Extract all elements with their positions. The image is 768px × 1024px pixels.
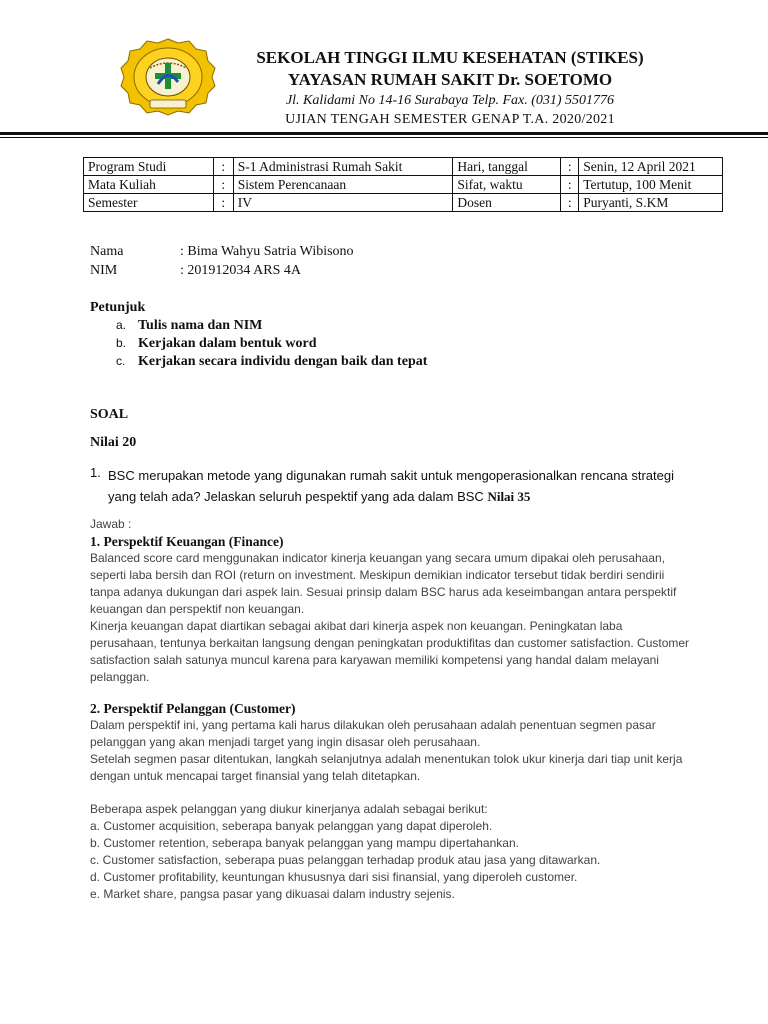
questions-title: SOAL — [90, 407, 129, 422]
stikes-logo — [120, 38, 216, 116]
list-item: d. Customer profitability, keuntungan khususnya dari sisi finansial, yang diperoleh customer. — [90, 870, 578, 884]
program-studi-value: S-1 Administrasi Rumah Sakit — [233, 158, 453, 176]
student-nim-row — [90, 263, 301, 279]
answer-block — [90, 516, 690, 686]
answer-label: Jawab : — [90, 517, 132, 531]
exam-title: UJIAN TENGAH SEMESTER GENAP T.A. 2020/2021 — [285, 112, 615, 127]
colon: : — [213, 194, 233, 212]
table-row — [84, 176, 723, 194]
list-item — [116, 354, 427, 370]
colon: : — [561, 158, 579, 176]
section-heading: 1. Perspektif Keuangan (Finance) — [90, 534, 284, 549]
paragraph: Setelah segmen pasar ditentukan, langkah selanjutnya adalah menentukan tolok ukur kinerja dari tiap unit kerja dengan untuk mencapai target finansial yang telah ditetapkan. — [90, 752, 683, 783]
semester-label: Semester — [84, 194, 214, 212]
header-divider-thin — [0, 137, 768, 138]
list-item: e. Market share, pangsa pasar yang dikuasai dalam industry sejenis. — [90, 887, 455, 901]
foundation-name: YAYASAN RUMAH SAKIT Dr. SOETOMO — [287, 70, 613, 89]
hari-tanggal-label: Hari, tanggal — [453, 158, 561, 176]
mata-kuliah-value: Sistem Perencanaan — [233, 176, 453, 194]
exam-info-table — [83, 157, 723, 212]
table-row — [84, 194, 723, 212]
paragraph: Balanced score card menggunakan indicator kinerja keuangan yang secara umum dipakai oleh perusahaan, seperti laba bersih dan ROI (return on investment. Meskipun demikian indicator tersebut tidak berdiri sendirii tanpa adanya dukungan dari aspek lain. Sesuai prinsip dalam BSC harus ada keseimbangan antara perspektif keuangan dan perspektif non keuangan. — [90, 551, 677, 616]
name-label: Nama — [90, 244, 124, 259]
dosen-value: Puryanti, S.KM — [579, 194, 723, 212]
sifat-waktu-value: Tertutup, 100 Menit — [579, 176, 723, 194]
student-name-row — [90, 244, 354, 260]
colon: : — [213, 158, 233, 176]
dosen-label: Dosen — [453, 194, 561, 212]
semester-value: IV — [233, 194, 453, 212]
colon: : — [213, 176, 233, 194]
question-1 — [108, 465, 674, 507]
paragraph: Beberapa aspek pelanggan yang diukur kinerjanya adalah sebagai berikut: — [90, 802, 488, 816]
paragraph: Dalam perspektif ini, yang pertama kali harus dilakukan oleh perusahaan adalah penentuan segmen pasar pelanggan yang akan menjadi target yang ingin disasar oleh perusahaan. — [90, 718, 656, 749]
mata-kuliah-label: Mata Kuliah — [84, 176, 214, 194]
nim-value: : 201912034 ARS 4A — [180, 263, 301, 278]
colon: : — [561, 194, 579, 212]
list-item: b. Customer retention, seberapa banyak pelanggan yang mampu dipertahankan. — [90, 836, 519, 850]
instructions-title: Petunjuk — [90, 300, 146, 315]
header-divider-thick — [0, 132, 768, 135]
list-marker: a. — [116, 318, 127, 332]
list-item: a. Customer acquisition, seberapa banyak pelanggan yang dapat diperoleh. — [90, 819, 493, 833]
institution-name: SEKOLAH TINGGI ILMU KESEHATAN (STIKES) — [256, 48, 644, 67]
section-score: Nilai 20 — [90, 435, 137, 450]
sifat-waktu-label: Sifat, waktu — [453, 176, 561, 194]
answer-block-2 — [90, 700, 690, 903]
question-number: 1. — [90, 465, 101, 480]
instruction-text: Tulis nama dan NIM — [138, 318, 263, 333]
colon: : — [561, 176, 579, 194]
program-studi-label: Program Studi — [84, 158, 214, 176]
list-item: c. Customer satisfaction, seberapa puas pelanggan terhadap produk atau jasa yang ditawarkan. — [90, 853, 601, 867]
address-line: Jl. Kalidami No 14-16 Surabaya Telp. Fax. (031) 5501776 — [285, 93, 615, 108]
list-item — [116, 336, 317, 352]
nim-label: NIM — [90, 263, 118, 278]
hari-tanggal-value: Senin, 12 April 2021 — [579, 158, 723, 176]
section-heading: 2. Perspektif Pelanggan (Customer) — [90, 701, 296, 716]
question-text: BSC merupakan metode yang digunakan rumah sakit untuk mengoperasionalkan rencana strategi yang telah ada? Jelaskan seluruh pespektif yang ada dalam BSC — [108, 468, 674, 504]
paragraph: Kinerja keuangan dapat diartikan sebagai akibat dari kinerja aspek non keuangan. Peningkatan laba perusahaan, tentunya berkaitan langsung dengan peningkatan produktifitas dan customer satisfaction. Customer satisfaction salah satunya muncul karena para karyawan memiliki kompetensi yang handal dalam melayani pelanggan. — [90, 619, 690, 684]
name-value: : Bima Wahyu Satria Wibisono — [180, 244, 354, 259]
list-marker: c. — [116, 354, 126, 368]
question-score: Nilai 35 — [487, 489, 531, 504]
list-item — [116, 318, 262, 334]
instruction-text: Kerjakan secara individu dengan baik dan tepat — [138, 354, 428, 369]
instruction-text: Kerjakan dalam bentuk word — [138, 336, 317, 351]
table-row — [84, 158, 723, 176]
list-marker: b. — [116, 336, 127, 350]
